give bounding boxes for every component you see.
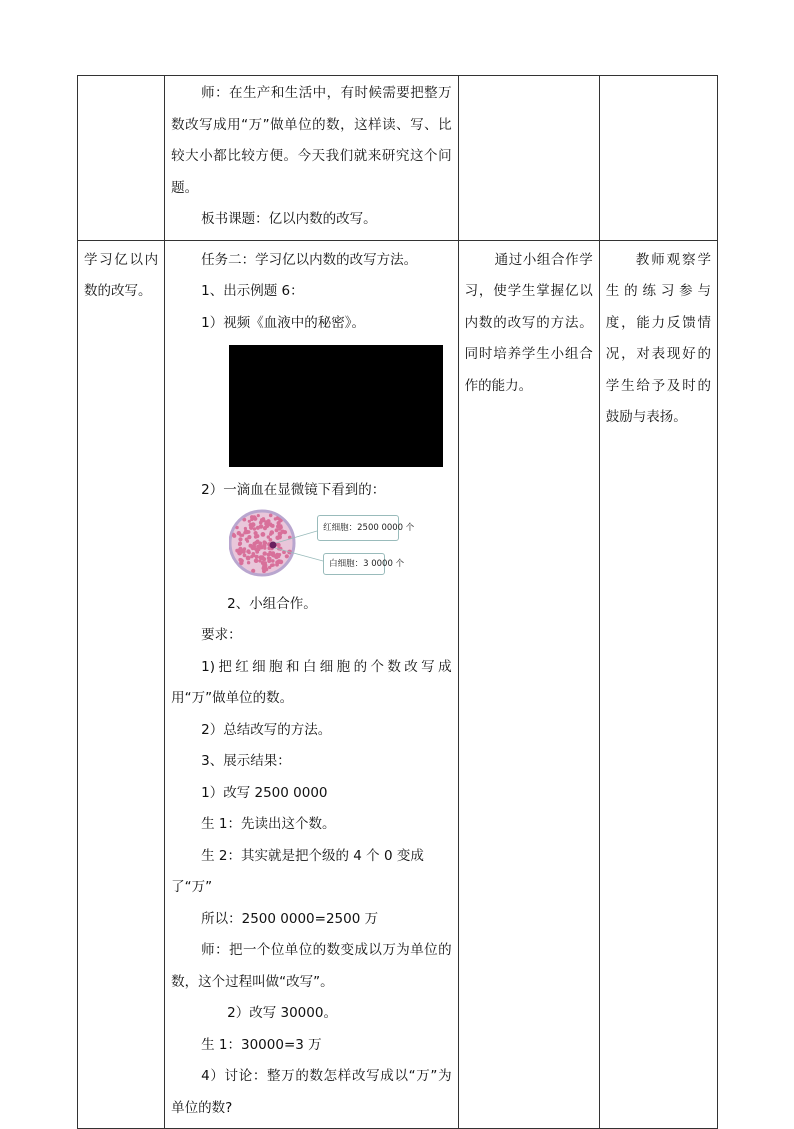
red-blood-cell [256,525,260,529]
cell-process [165,240,458,1129]
red-blood-cell [255,554,259,558]
requirement-2: 2）总结改写的方法。 [201,721,332,738]
red-blood-cell [254,558,259,563]
red-blood-cell [275,560,279,564]
red-blood-cell [268,556,272,560]
red-blood-cell [267,552,271,556]
red-blood-cell [275,528,279,532]
red-blood-cell [239,537,243,541]
cell-empty [458,76,599,241]
red-blood-cell [244,526,247,529]
cell-topic [78,240,165,1129]
requirement-1: 1)把红细胞和白细胞的个数改写成用“万”做单位的数。 [171,658,452,706]
red-blood-cell [243,547,246,550]
student-1: 生 1：先读出这个数。 [201,816,336,832]
red-blood-cell [240,549,243,552]
red-blood-cell [261,517,265,521]
red-blood-cell [254,534,258,538]
design-intent-text: 通过小组合作学习，使学生掌握亿以内数的改写的方法。同时培养学生小组合作的能力。 [464,251,593,394]
red-blood-cell [263,551,267,555]
student-2: 生 2：其实就是把个级的 4 个 0 变成了“万” [171,847,424,895]
red-blood-cell [264,541,267,544]
step-1: 1、出示例题 6： [201,283,304,299]
requirements-heading: 要求： [201,627,242,643]
red-blood-cell [260,555,265,560]
lesson-plan-table [77,75,718,1129]
red-blood-cell [246,555,251,560]
red-blood-cell [258,541,262,545]
video-player[interactable] [229,345,443,467]
red-blood-cell [269,532,272,535]
intro-paragraph: 师：在生产和生活中，有时候需要把整万数改写成用“万”做单位的数，这样读、写、比较大小都比较方便。今天我们就来研究这个问题。 [171,85,452,196]
red-blood-cell [236,548,240,552]
table-row [78,240,718,1129]
cell-intro [165,76,458,241]
red-blood-cell [257,514,260,517]
red-blood-cell [261,532,266,537]
red-blood-cell [272,553,276,557]
red-blood-cell [249,543,253,547]
student-3: 生 1：30000=3 万 [201,1036,322,1053]
red-blood-cell [265,524,269,528]
microscope-image [229,509,469,589]
table-row [78,76,718,241]
red-blood-cell [250,515,254,519]
red-blood-cell [278,553,281,556]
teacher-note: 师：把一个位单位的数变成以万为单位的数，这个过程叫做“改写”。 [171,942,452,990]
step-2: 2、小组合作。 [227,595,317,612]
board-title: 板书课题：亿以内数的改写。 [201,211,377,227]
red-blood-cell [269,538,273,542]
red-blood-cell [243,553,247,557]
red-blood-cell [237,531,241,535]
evaluation-text: 教师观察学生的练习参与度，能力反馈情况，对表现好的学生给予及时的鼓励与表扬。 [605,251,711,425]
rewrite-1: 1）改写 2500 0000 [201,784,328,801]
red-blood-cell [269,513,273,517]
red-blood-cell [285,554,289,558]
red-blood-cell [267,519,271,523]
red-blood-cell [249,523,252,526]
red-cell-callout: 红细胞：2500 0000 个 [317,515,399,541]
video-label: 1）视频《血液中的秘密》。 [201,314,365,331]
cell-empty [78,76,165,241]
cell-evaluation [599,240,717,1129]
red-blood-cell [255,550,259,554]
step-3: 3、展示结果： [201,753,291,769]
conclusion: 所以：2500 0000=2500 万 [201,910,379,927]
red-blood-cell [247,535,251,539]
red-blood-cell [276,535,281,540]
red-blood-cell [238,541,242,545]
red-blood-cell [278,531,283,536]
topic-text: 学习亿以内数的改写。 [84,251,159,299]
rewrite-2: 2）改写 30000。 [227,1005,337,1021]
red-blood-cell [247,530,251,534]
red-blood-cell [271,559,275,563]
red-blood-cell [268,565,271,568]
red-blood-cell [263,563,267,567]
red-blood-cell [271,563,275,567]
discussion: 4）讨论：整万的数怎样改写成以“万”为单位的数? [171,1068,452,1116]
red-blood-cell [248,519,251,522]
cell-design-intent [458,240,599,1129]
cell-empty [599,76,717,241]
red-blood-cell [247,561,250,564]
white-cell-callout: 白细胞：3 0000 个 [323,553,385,575]
red-blood-cell [239,558,242,561]
task-title: 任务二：学习亿以内数的改写方法。 [201,251,418,268]
red-blood-cell [254,531,258,535]
microscope-label: 2）一滴血在显微镜下看到的： [201,482,386,498]
red-blood-cell [246,539,249,542]
red-blood-cell [248,551,251,554]
red-blood-cell [277,523,280,526]
red-blood-cell [255,540,259,544]
